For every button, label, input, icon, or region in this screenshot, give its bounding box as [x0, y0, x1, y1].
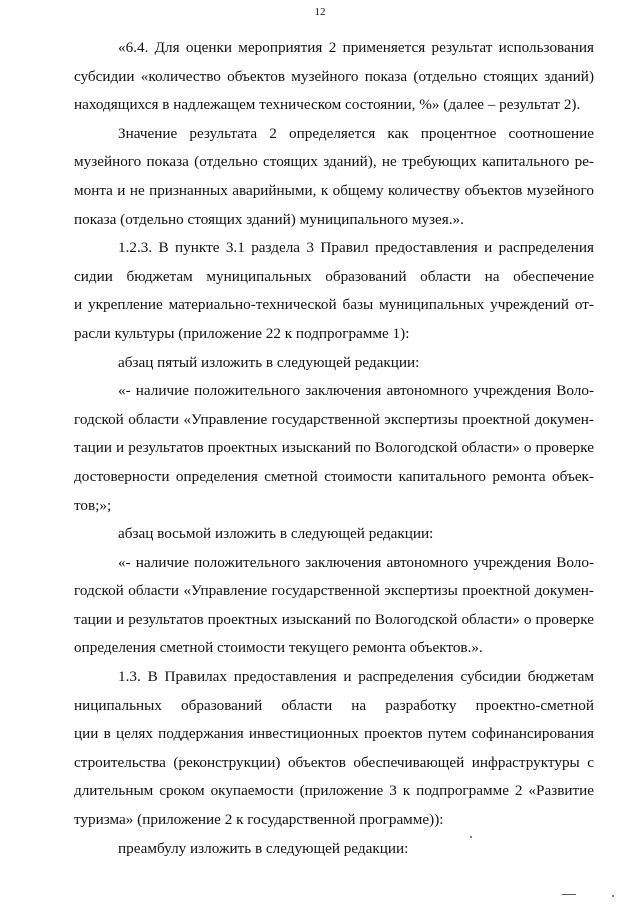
text-line: преамбулу изложить в следующей редакции:	[118, 839, 409, 857]
text-line: 1.2.3. В пункте 3.1 раздела 3 Правил предоставления и распределения	[118, 239, 594, 257]
text-line: Значение результата 2 определяется как процентное соотношение	[118, 124, 594, 142]
paragraph	[74, 835, 594, 864]
text-line: годской области «Управление государственной экспертизы проектной докумен-	[74, 410, 594, 428]
text-line: годской области «Управление государственной экспертизы проектной докумен-	[74, 582, 594, 600]
text-line: абзац пятый изложить в следующей редакции:	[118, 353, 420, 371]
paragraph	[74, 377, 594, 520]
text-line: субсидии «количество объектов музейного показа (отдельно стоящих зданий)	[74, 67, 594, 85]
text-line: определения сметной стоимости текущего ремонта объектов.».	[74, 639, 483, 657]
text-line: ниципальных образований области на разработку проектно-сметной	[74, 696, 594, 714]
paragraph	[74, 663, 594, 835]
text-line: строительства (реконструкции) объектов обеспечивающей инфраструктуры с	[74, 753, 594, 771]
text-line: показа (отдельно стоящих зданий) муниципального музея.».	[74, 210, 464, 228]
paragraph	[74, 34, 594, 120]
paragraph	[74, 520, 594, 549]
text-line: туризма» (приложение 2 к государственной программе)):	[74, 811, 444, 829]
text-line: «- наличие положительного заключения автономного учреждения Воло-	[118, 553, 594, 571]
text-line: тов;»;	[74, 496, 112, 514]
text-line: длительным сроком окупаемости (приложение 3 к подпрограмме 2 «Развитие	[74, 782, 594, 800]
document-body	[74, 34, 594, 863]
text-line: тации и результатов проектных изысканий по Вологодской области» о проверке	[74, 610, 594, 628]
text-line: и укрепление материально-технической базы муниципальных учреждений от-	[74, 296, 594, 314]
scan-speck	[562, 894, 576, 895]
text-line: ции в целях поддержания инвестиционных проектов путем софинансирования	[74, 725, 594, 743]
text-line: достоверности определения сметной стоимости капитального ремонта объек-	[74, 467, 594, 485]
text-line: «6.4. Для оценки мероприятия 2 применяется результат использования	[118, 39, 594, 56]
text-line: тации и результатов проектных изысканий по Вологодской области» о проверке	[74, 439, 594, 457]
paragraph	[74, 234, 594, 348]
paragraph	[74, 349, 594, 378]
scan-speck	[470, 836, 472, 838]
page-number: 12	[314, 6, 326, 18]
paragraph	[74, 120, 594, 234]
text-line: «- наличие положительного заключения автономного учреждения Воло-	[118, 382, 594, 400]
text-line: сидии бюджетам муниципальных образований области на обеспечение	[74, 267, 594, 285]
text-line: 1.3. В Правилах предоставления и распределения субсидии бюджетам	[118, 668, 594, 686]
text-line: находящихся в надлежащем техническом состоянии, %» (далее – результат 2).	[74, 96, 581, 114]
scan-speck	[612, 895, 614, 897]
text-line: расли культуры (приложение 22 к подпрограмме 1):	[74, 324, 410, 342]
text-line: абзац восьмой изложить в следующей редакции:	[118, 525, 434, 543]
paragraph	[74, 549, 594, 663]
text-line: монта и не признанных аварийными, к общему количеству объектов музейного	[74, 181, 594, 199]
text-line: музейного показа (отдельно стоящих зданий), не требующих капитального ре-	[74, 153, 594, 171]
